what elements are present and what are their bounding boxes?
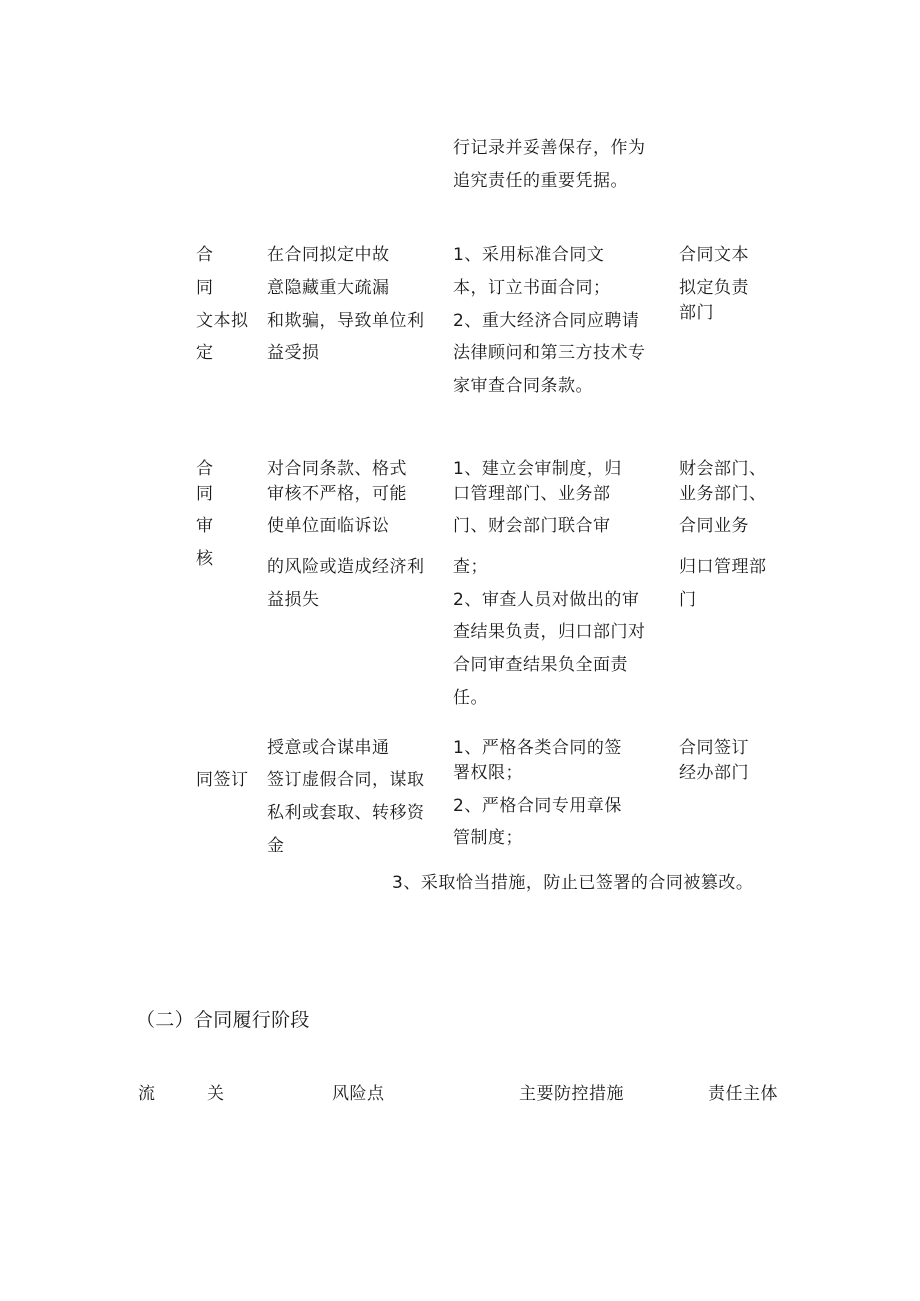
text-line: 合同业务 bbox=[679, 516, 749, 536]
text-line: 同 bbox=[196, 484, 214, 504]
text-line: 同签订 bbox=[196, 770, 249, 790]
header-responsible-party: 责任主体 bbox=[708, 1084, 778, 1104]
text-line: 部门 bbox=[679, 303, 714, 323]
text-line: 金 bbox=[267, 836, 285, 856]
text-line: 任。 bbox=[453, 688, 488, 708]
text-line: 合同文本 bbox=[679, 245, 749, 265]
text-line: 本，订立书面合同； bbox=[453, 278, 611, 298]
text-line: 归口管理部 bbox=[679, 557, 767, 577]
text-line: 口管理部门、业务部 bbox=[453, 484, 611, 504]
text-line: 3、采取恰当措施，防止已签署的合同被篡改。 bbox=[392, 873, 754, 893]
text-line: 意隐藏重大疏漏 bbox=[267, 278, 390, 298]
header-key: 关 bbox=[207, 1084, 225, 1104]
text-line: 管制度； bbox=[453, 828, 523, 848]
header-risk-point: 风险点 bbox=[332, 1084, 385, 1104]
text-line: 文本拟 bbox=[196, 311, 249, 331]
header-process: 流 bbox=[138, 1084, 156, 1104]
text-line: 法律顾问和第三方技术专 bbox=[453, 343, 646, 363]
text-line: 在合同拟定中故 bbox=[267, 245, 390, 265]
text-line: 家审查合同条款。 bbox=[453, 376, 593, 396]
text-line: 署权限； bbox=[453, 763, 523, 783]
text-line: 门、财会部门联合审 bbox=[453, 516, 611, 536]
text-line: 签订虚假合同，谋取 bbox=[267, 770, 425, 790]
text-line: 2、审查人员对做出的审 bbox=[453, 590, 640, 610]
text-line: 审核不严格，可能 bbox=[267, 484, 407, 504]
text-line: 合同签订 bbox=[679, 738, 749, 758]
text-line: 合 bbox=[196, 245, 214, 265]
text-line: 查结果负责，归口部门对 bbox=[453, 622, 646, 642]
text-line: 对合同条款、格式 bbox=[267, 459, 407, 479]
text-line: 1、严格各类合同的签 bbox=[453, 738, 622, 758]
text-line: 核 bbox=[196, 549, 214, 569]
text-line: 1、建立会审制度，归 bbox=[453, 459, 622, 479]
text-line: 合同审查结果负全面责 bbox=[453, 655, 628, 675]
text-line: 经办部门 bbox=[679, 763, 749, 783]
text-line: 定 bbox=[196, 343, 214, 363]
text-line: 查； bbox=[453, 557, 488, 577]
text-line: 拟定负责 bbox=[679, 278, 749, 298]
text-line: 益损失 bbox=[267, 590, 320, 610]
text-line: 使单位面临诉讼 bbox=[267, 516, 390, 536]
text-line: 财会部门、 bbox=[679, 459, 767, 479]
text-line: 授意或合谋串通 bbox=[267, 738, 390, 758]
text-line: 1、采用标准合同文 bbox=[453, 245, 605, 265]
text-line: 私利或套取、转移资 bbox=[267, 803, 425, 823]
text-line: 同 bbox=[196, 278, 214, 298]
text-line: 和欺骗，导致单位利 bbox=[267, 311, 425, 331]
text-line: 门 bbox=[679, 590, 697, 610]
text-line: 追究责任的重要凭据。 bbox=[453, 171, 628, 191]
text-line: 审 bbox=[196, 516, 214, 536]
text-line: 益受损 bbox=[267, 343, 320, 363]
header-main-measures: 主要防控措施 bbox=[519, 1084, 624, 1104]
text-line: 行记录并妥善保存，作为 bbox=[453, 138, 646, 158]
text-line: 业务部门、 bbox=[679, 484, 767, 504]
text-line: 2、重大经济合同应聘请 bbox=[453, 311, 640, 331]
text-line: 2、严格合同专用章保 bbox=[453, 796, 622, 816]
section-heading: （二）合同履行阶段 bbox=[136, 1010, 310, 1031]
text-line: 的风险或造成经济利 bbox=[267, 557, 425, 577]
text-line: 合 bbox=[196, 459, 214, 479]
